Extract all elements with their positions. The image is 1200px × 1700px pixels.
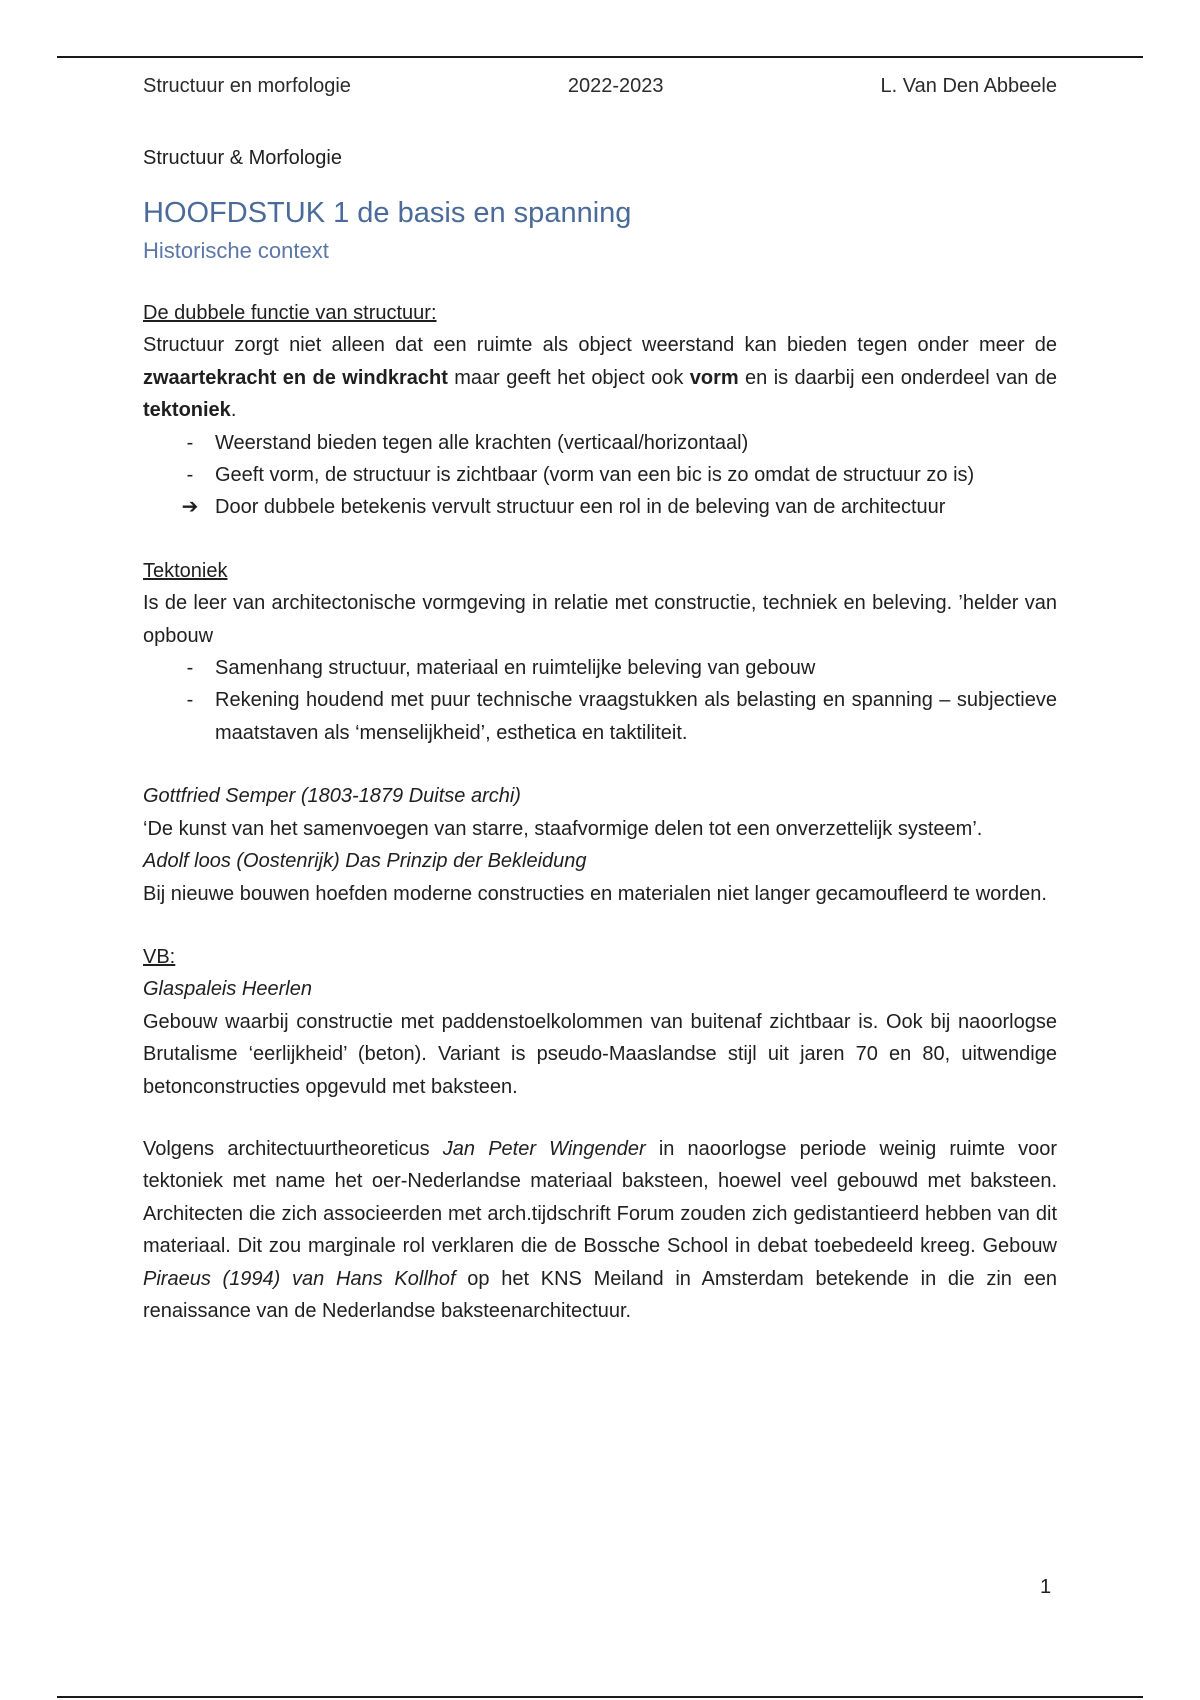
semper-quote: ‘De kunst van het samenvoegen van starre, staafvormige delen tot een onverzettelijk systeem’. — [143, 817, 983, 840]
tektoniek-heading: Tektoniek — [143, 559, 228, 582]
arrow-item: ➔ Door dubbele betekenis vervult structuur een rol in de beleving van de architectuur — [143, 491, 1057, 523]
bottom-rule — [57, 1696, 1143, 1698]
list-item: - Geeft vorm, de structuur is zichtbaar (vorm van een bic is zo omdat de structuur zo is) — [143, 459, 1057, 491]
dash-bullet: - — [186, 431, 194, 454]
dash-bullet: - — [186, 464, 194, 487]
course-title: Structuur & Morfologie — [143, 147, 342, 169]
top-rule — [57, 56, 1143, 58]
dash-bullet: - — [186, 689, 194, 712]
page-number: 1 — [1040, 1576, 1052, 1598]
section-subtitle: Historische context — [143, 238, 329, 263]
header-course: Structuur en morfologie — [143, 75, 351, 97]
running-header — [143, 72, 1057, 100]
example-label: VB: — [143, 945, 176, 968]
arrow-right-icon: ➔ — [181, 496, 199, 519]
list-item: - Samenhang structuur, materiaal en ruimtelijke beleving van gebouw — [143, 652, 1057, 684]
example-title: Glaspaleis Heerlen — [143, 978, 312, 1001]
dubbele-functie-list — [143, 427, 1057, 524]
tektoniek-list — [143, 652, 1057, 749]
dubbele-functie-paragraph: Structuur zorgt niet alleen dat een ruimte als object weerstand kan bieden tegen onder meer de zwaartekracht en de windkracht maar geeft het object ook vorm en is daarbij een onderdeel van de tektoniek. — [143, 334, 1057, 422]
list-item: - Weerstand bieden tegen alle krachten (verticaal/horizontaal) — [143, 427, 1057, 459]
semper-heading: Gottfried Semper (1803-1879 Duitse archi) — [143, 785, 521, 808]
tektoniek-paragraph: Is de leer van architectonische vormgeving in relatie met constructie, techniek en beleving. ’helder van opbouw — [143, 592, 1057, 647]
loos-heading: Adolf loos (Oostenrijk) Das Prinzip der Bekleidung — [143, 850, 587, 873]
header-author: L. Van Den Abbeele — [880, 75, 1057, 97]
dubbele-functie-heading: De dubbele functie van structuur: — [143, 302, 437, 324]
list-item: - Rekening houdend met puur technische vraagstukken als belasting en spanning – subjectieve maatstaven als ‘menselijkheid’, esthetica en taktiliteit. — [143, 684, 1057, 749]
wingender-paragraph: Volgens architectuurtheoreticus Jan Peter Wingender in naoorlogse periode weinig ruimte voor tektoniek met name het oer-Nederlandse materiaal baksteen, hoewel veel gebouwd met baksteen. Architecten die zich associeerden met arch.tijdschrift Forum zouden zich gedistantieerd hebben van dit materiaal. Dit zou marginale rol verklaren die de Bossche School in debat toebedeeld kreeg. Gebouw Piraeus (1994) van Hans Kollhof op het KNS Meiland in Amsterdam betekende in die zin een renaissance van de Nederlandse baksteenarchitectuur. — [143, 1137, 1057, 1322]
chapter-title: HOOFDSTUK 1 de basis en spanning — [143, 197, 632, 229]
loos-text: Bij nieuwe bouwen hoefden moderne constructies en materialen niet langer gecamoufleerd te worden. — [143, 882, 1047, 905]
dash-bullet: - — [186, 657, 194, 680]
header-year: 2022-2023 — [567, 75, 664, 97]
document-page — [143, 72, 1057, 1327]
example-text: Gebouw waarbij constructie met paddenstoelkolommen van buitenaf zichtbaar is. Ook bij naoorlogse Brutalisme ‘eerlijkheid’ (beton). Variant is pseudo-Maaslandse stijl uit jaren 70 en 80, uitwendige betonconstructies opgevuld met baksteen. — [143, 1010, 1057, 1098]
